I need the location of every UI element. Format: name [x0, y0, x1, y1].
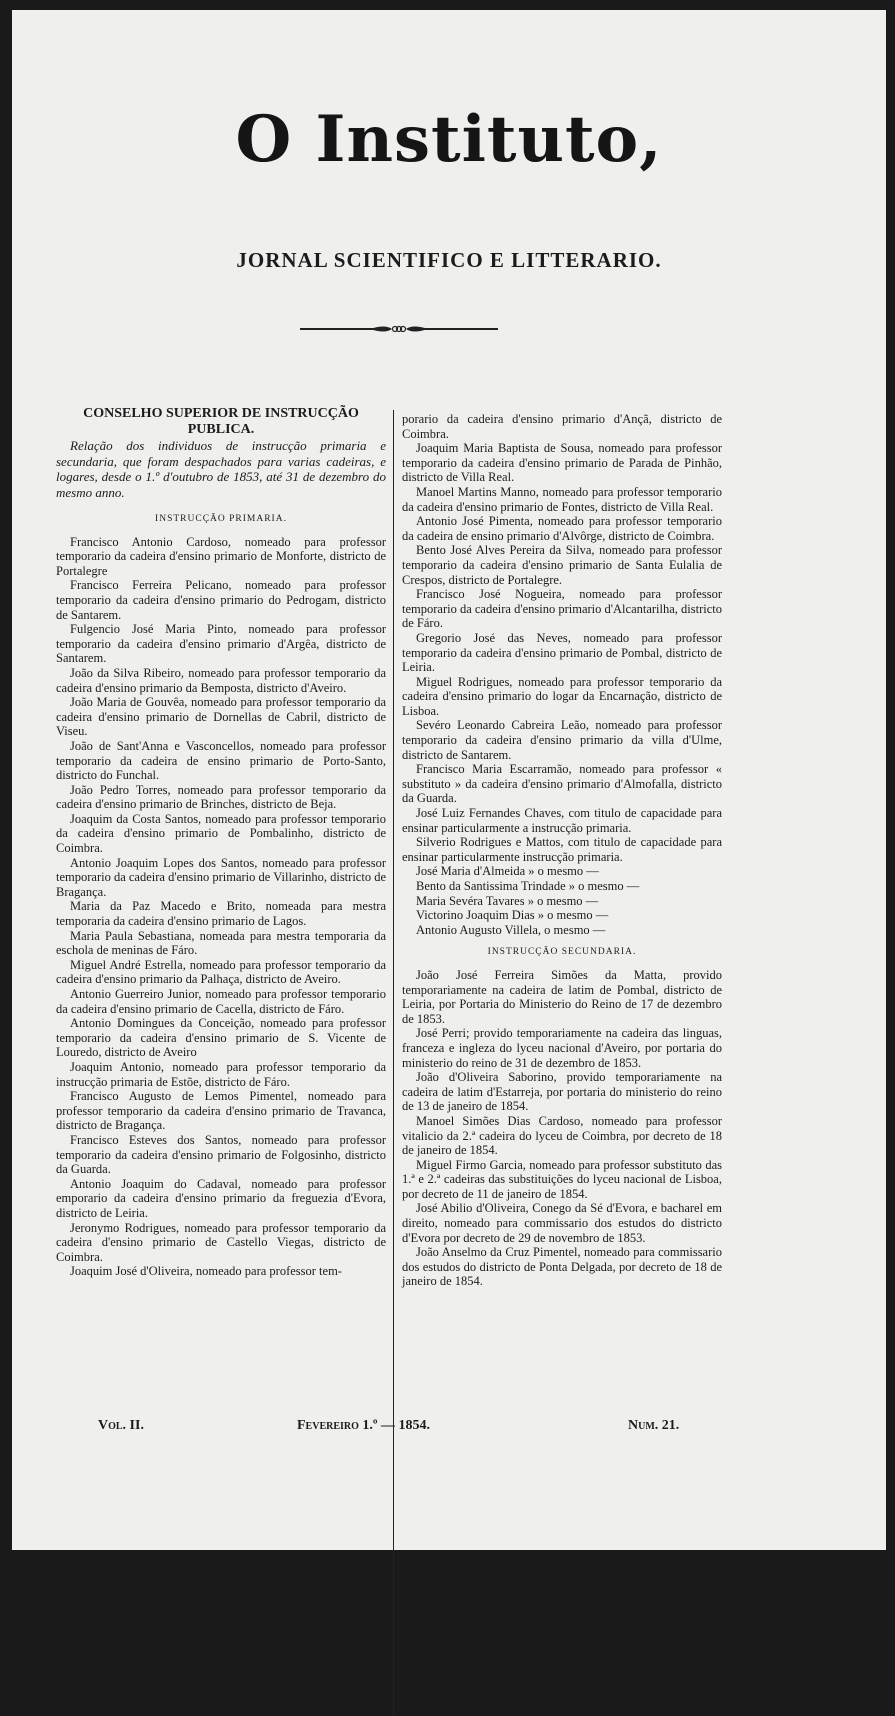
list-item: João da Silva Ribeiro, nomeado para professor temporario da cadeira d'ensino primario da Bemposta, districto d'Aveiro.	[56, 665, 386, 695]
list-item: João Anselmo da Cruz Pimentel, nomeado para commissario dos estudos do districto de Ponta Delgada, por decreto de 18 de janeiro de 1854.	[402, 1245, 722, 1289]
list-item: Jeronymo Rodrigues, nomeado para professor temporario da cadeira d'ensino primario de Castello Viegas, districto de Coimbra.	[56, 1220, 386, 1264]
list-item: Francisco Esteves dos Santos, nomeado para professor temporario da cadeira d'ensino primario de Folgosinho, districto da Guarda.	[56, 1132, 386, 1177]
ornament-divider-icon	[300, 321, 498, 337]
list-item: Gregorio José das Neves, nomeado para professor temporario da cadeira d'ensino primario de Pombal, districto de Leiria.	[402, 630, 722, 675]
list-item: Bento José Alves Pereira da Silva, nomeado para professor temporario da cadeira d'ensino primario de Santa Eulalia de Crespos, districto de Portalegre.	[402, 543, 722, 587]
list-item: Antonio Augusto Villela, o mesmo —	[416, 922, 606, 937]
list-item: Manoel Martins Manno, nomeado para professor temporario da cadeira d'ensino primario de Fontes, districto de Villa Real.	[402, 484, 722, 514]
list-item: Joaquim Antonio, nomeado para professor temporario da instrucção primaria de Estõe, districto de Fáro.	[56, 1059, 386, 1089]
list-item: Bento da Santissima Trindade » o mesmo —	[416, 879, 640, 893]
list-item: João José Ferreira Simões da Matta, provido temporariamente na cadeira de latim de Pombal, districto de Leiria, por Portaria do Ministerio do Reino de 17 de dezembro de 1853.	[402, 967, 722, 1026]
list-item: João Pedro Torres, nomeado para professor temporario da cadeira d'ensino primario de Brinches, districto de Beja.	[56, 782, 386, 812]
list-item: José Luiz Fernandes Chaves, com titulo de capacidade para ensinar particularmente a instrucção primaria.	[402, 806, 722, 835]
list-item: João de Sant'Anna e Vasconcellos, nomeado para professor temporario da cadeira de ensino primario de Porto-Santo, districto do Funchal.	[56, 738, 386, 783]
masthead-title: O Instituto,	[235, 102, 663, 177]
list-item: Antonio Joaquim Lopes dos Santos, nomeado para professor temporario da cadeira d'ensino primario de Villarinho, districto de Bragança.	[56, 855, 386, 899]
list-item: Maria Paula Sebastiana, nomeada para mestra temporaria da escholа de meninas de Fáro.	[56, 928, 386, 958]
footer-volume: Vol. II.	[98, 1418, 144, 1433]
footer-number: Num. 21.	[628, 1418, 680, 1433]
right-entry-list	[402, 441, 722, 864]
secondary-section-title: INSTRUCÇÃO SECUNDARIA.	[487, 947, 637, 958]
list-item: Antonio José Pimenta, nomeado para professor temporario da cadeira de ensino primario d'Alvôrge, districto de Coimbra.	[402, 514, 722, 543]
list-item: Sevéro Leonardo Cabreira Leão, nomeado para professor temporario da cadeira d'ensino primario da villa d'Ulme, districto de Santarem.	[402, 718, 722, 762]
list-item: Maria da Paz Macedo e Brito, nomeada para mestra temporaria da cadeira d'ensino primario de Lagos.	[56, 899, 386, 929]
same-title-list	[402, 864, 722, 937]
column-divider	[393, 410, 394, 1716]
list-item: Miguel Rodrigues, nomeado para professor temporario da cadeira d'ensino primario do logar da Encarnação, districto de Lisboa.	[402, 674, 722, 718]
list-item: José Perri; provido temporariamente na cadeira das linguas, franceza e ingleza do lyceu nacional d'Aveiro, por portaria do ministerio do reino de 31 de dezembro de 1853.	[402, 1026, 722, 1070]
list-item: Antonio Joaquim do Cadaval, nomeado para professor emporario da cadeira d'ensino primario da freguezia d'Evora, districto de Leiria.	[56, 1176, 386, 1220]
list-item: Miguel André Estrella, nomeado para professor temporario da cadeira d'ensino primario da Palhaça, districto de Aveiro.	[56, 957, 386, 987]
masthead-subtitle: JORNAL SCIENTIFICO E LITTERARIO.	[236, 248, 662, 272]
list-item: Maria Sevéra Tavares » o mesmo —	[416, 893, 599, 908]
list-item: Silverio Rodrigues e Mattos, com titulo de capacidade para ensinar particularmente instrucção primaria.	[402, 835, 722, 864]
list-item: Francisco Maria Escarramão, nomeado para professor « substituto » da cadeira d'ensino primario d'Almofalla, districto da Guarda.	[402, 762, 722, 806]
list-item: Victorino Joaquim Dias » o mesmo —	[416, 908, 609, 923]
newspaper-page	[12, 10, 886, 1550]
left-entry-list	[56, 535, 386, 1279]
list-item: Francisco Antonio Cardoso, nomeado para professor temporario da cadeira d'ensino primario de Monforte, districto de Portalegre	[56, 534, 386, 578]
list-item: Joaquim José d'Oliveira, nomeado para professor tem-	[70, 1264, 342, 1279]
list-item: João Maria de Gouvêa, nomeado para professor temporario da cadeira d'ensino primario de Dornellas de Cabril, districto de Viseu.	[56, 695, 386, 739]
list-item: José Abilio d'Oliveira, Conego da Sé d'Evora, e bacharel em direito, nomeado para commissario dos estudos do districto d'Evora por decreto de 29 de novembro de 1853.	[402, 1201, 722, 1245]
secondary-entry-list	[402, 968, 722, 1289]
right-column	[402, 412, 722, 1289]
list-item: José Maria d'Almeida » o mesmo —	[416, 864, 599, 879]
continued-entry: porario da cadeira d'ensino primario d'Ançã, districto de Coimbra.	[402, 412, 722, 441]
list-item: João d'Oliveira Saborino, provido temporariamente na cadeira de latim d'Estarreja, por portaria do ministerio do reino de 13 de janeiro de 1854.	[402, 1070, 722, 1114]
list-item: Francisco Ferreira Pelicano, nomeado para professor temporario da cadeira d'ensino primario do Pedrogam, districto de Santarem.	[56, 578, 386, 622]
list-item: Francisco José Nogueira, nomeado para professor temporario da cadeira d'ensino primario d'Alcantarilha, districto de Fáro.	[402, 587, 723, 631]
intro-paragraph: Relação dos individuos de instrucção primaria e secundaria, que foram despachados para varias cadeiras, e logares, desde o 1.º d'outubro de 1853, até 31 de dezembro do mesmo anno.	[56, 438, 386, 500]
section-heading: CONSELHO SUPERIOR DE INSTRUCÇÃO PUBLICA.	[83, 406, 359, 437]
left-column	[56, 406, 386, 1279]
list-item: Francisco Augusto de Lemos Pimentel, nomeado para professor temporario da cadeira d'ensino primario de Travanca, districto de Bragança.	[56, 1089, 386, 1133]
list-item: Joaquim da Costa Santos, nomeado para professor temporario da cadeira d'ensino primario de Pombalinho, districto de Coimbra.	[56, 811, 386, 856]
list-item: Miguel Firmo Garcia, nomeado para professor substituto das 1.ª e 2.ª cadeiras das substituições do lyceu nacional de Lisboa, por decreto de 11 de janeiro de 1854.	[402, 1157, 722, 1201]
primary-section-title: INSTRUCÇÃO PRIMARIA.	[155, 514, 287, 524]
list-item: Antonio Guerreiro Junior, nomeado para professor temporario da cadeira d'ensino primario de Cacella, districto de Fáro.	[56, 987, 386, 1016]
list-item: Antonio Domingues da Conceição, nomeado para professor temporario da cadeira d'ensino primario de S. Vicente de Louredo, districto de Aveiro	[56, 1016, 386, 1060]
footer-date: Fevereiro 1.º — 1854.	[297, 1418, 431, 1433]
list-item: Fulgencio José Maria Pinto, nomeado para professor temporario da cadeira d'ensino primario d'Argêa, districto de Santarem.	[56, 622, 386, 666]
list-item: Joaquim Maria Baptista de Sousa, nomeado para professor temporario da cadeira d'ensino primario de Parada de Pinhão, districto de Villa Real.	[402, 441, 722, 485]
list-item: Manoel Simões Dias Cardoso, nomeado para professor vitalicio da 2.ª cadeira do lyceu de Coimbra, por decreto de 18 de janeiro de 1854.	[402, 1113, 722, 1158]
